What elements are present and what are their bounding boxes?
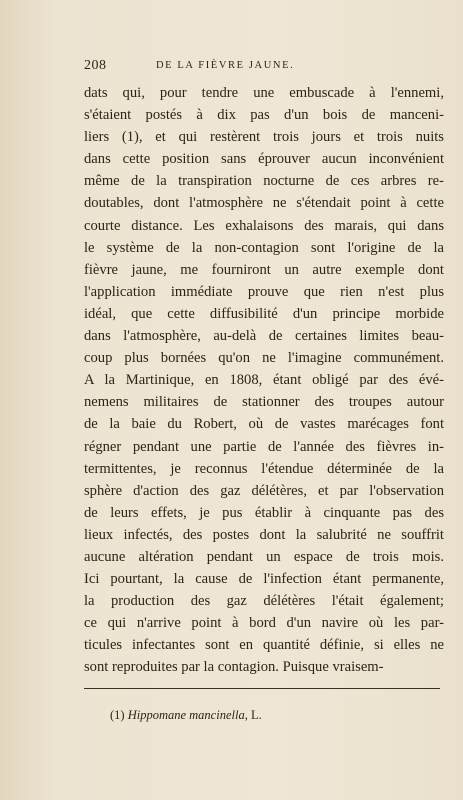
text-line: ce qui n'arrive point à bord d'un navire où les par- [84,615,444,632]
text-line: aucune altération pendant un espace de trois mois. [84,548,444,565]
text-line: dats qui, pour tendre une embuscade à l'ennemi, [84,85,444,101]
text-line: idéal, que cette diffusibilité d'un principe morbide [84,305,444,322]
text-line: régner pendant une partie de l'année des fièvres in- [84,438,444,455]
footnote-rest: , L. [244,708,262,722]
running-title: DE LA FIÈVRE JAUNE. [156,60,295,71]
text-line: lieux infectés, des postes dont la salubrité ne souffrit [84,526,444,543]
text-line: la production des gaz délétères l'était également; [84,593,444,610]
footnote [110,708,262,723]
text-line: le système de la non-contagion sont l'origine de la [84,239,444,256]
page-header [84,58,359,74]
footnote-rule [84,688,440,689]
body-text [84,82,444,679]
page-number: 208 [84,58,107,73]
text-line: fièvre jaune, me fourniront un autre exemple dont [84,261,444,278]
text-line: dans cette position sans éprouver aucun inconvénient [84,151,444,168]
text-line: A la Martinique, en 1808, étant obligé par des évé- [84,372,444,389]
text-line: sont reproduites par la contagion. Puisque vraisem- [84,659,384,676]
text-line: courte distance. Les exhalaisons des marais, qui dans [84,217,444,234]
text-line: dans l'atmosphère, au-delà de certaines limites beau- [84,328,444,345]
text-line: de la baie du Robert, où de vastes marécages font [84,416,444,433]
text-line: ticules infectantes sont en quantité définie, si elles ne [84,637,444,654]
text-line: doutables, dont l'atmosphère ne s'étendait point à cette [84,195,444,212]
text-line: s'étaient postés à dix pas d'un bois de manceni- [84,107,444,124]
footnote-species: Hippomane mancinella [127,708,245,722]
text-line: Ici pourtant, la cause de l'infection étant permanente, [84,571,444,588]
text-line: sphère d'action des gaz délétères, et par l'observation [84,482,444,499]
text-line: nemens militaires de stationner des troupes autour [84,394,444,411]
text-line: de leurs effets, je pus établir à cinquante pas des [84,504,444,521]
text-line: l'application immédiate prouve que rien n'est plus [84,283,444,300]
text-line: même de la transpiration nocturne de ces arbres re- [84,173,444,190]
text-line: termittentes, je reconnus l'étendue déterminée de la [84,460,444,477]
text-line: coup plus bornées qu'on ne l'imagine communément. [84,350,444,367]
footnote-marker: (1) [110,708,125,722]
text-line: liers (1), et qui restèrent trois jours et trois nuits [84,129,444,146]
